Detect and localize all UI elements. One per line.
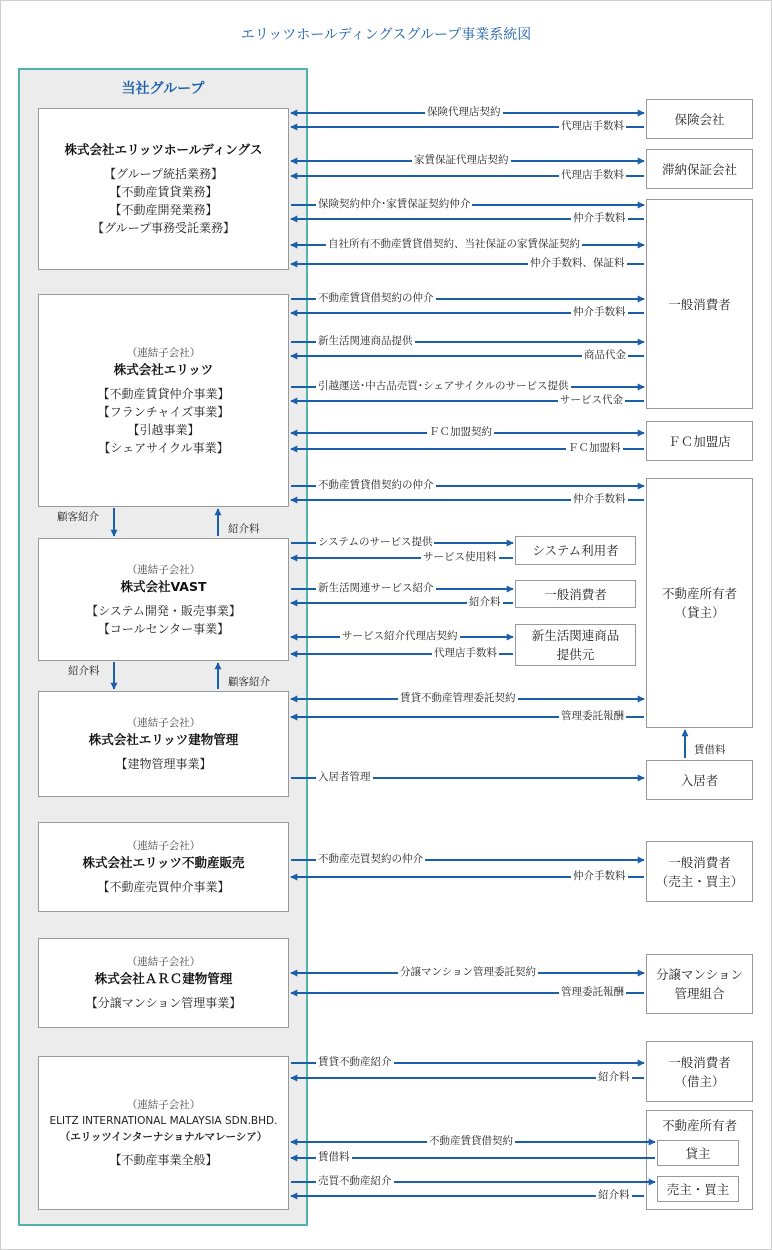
flow-label: 仲介手数料	[573, 212, 626, 224]
party-lessor: 貸主	[657, 1140, 739, 1166]
flow-label: 賃借料	[318, 1151, 350, 1163]
flow-label: 自社所有不動産賃貸借契約、当社保証の家賃保証契約	[328, 238, 580, 250]
flow-label: 紹介料	[598, 1189, 630, 1201]
company-subsidiary-tag: （連結子会社）	[126, 956, 201, 968]
company-subsidiary-tag: （連結子会社）	[126, 346, 201, 359]
company-name: 株式会社ＡＲＣ建物管理	[94, 971, 233, 986]
flow-label: 引越運送･中古品売買･シェアサイクルのサービス提供	[318, 380, 569, 392]
party-seller-buyer: 売主・買主	[657, 1176, 739, 1202]
company-name: 株式会社エリッツ	[113, 361, 214, 377]
business-item: 【不動産売買仲介事業】	[97, 880, 230, 894]
business-item: 【グループ事務受託業務】	[91, 221, 236, 235]
party-provider: 新生活関連商品 提供元	[515, 624, 636, 666]
flow-label: 代理店手数料	[561, 120, 624, 132]
flow-label: サービス紹介代理店契約	[342, 630, 458, 642]
company-name: 株式会社エリッツホールディングス	[64, 142, 263, 157]
company-subsidiary-tag: （連結子会社）	[126, 563, 201, 576]
flow-label: サービス使用料	[423, 551, 497, 563]
flow-label: 家賃保証代理店契約	[414, 154, 509, 166]
flow-label: 仲介手数料、保証料	[530, 257, 625, 269]
flow-label: 仲介手数料	[573, 306, 626, 318]
flow-label: 不動産賃貸借契約	[429, 1135, 513, 1147]
vertical-label: 紹介料	[228, 523, 260, 535]
flow-label: ＦＣ加盟契約	[429, 426, 492, 438]
flow-label: 仲介手数料	[573, 870, 626, 882]
business-item: 【グループ統括業務】	[103, 167, 224, 181]
flow-label: 賃貸不動産紹介	[318, 1056, 392, 1068]
party-owner-line1: 不動産所有者	[661, 586, 737, 601]
vertical-label: 顧客紹介	[228, 676, 270, 688]
company-subsidiary-tag: （連結子会社）	[126, 840, 201, 852]
business-item: 【分譲マンション管理事業】	[85, 996, 242, 1010]
flow-label: 保険契約仲介･家賃保証契約仲介	[318, 198, 471, 210]
business-item: 【引越事業】	[127, 422, 200, 437]
party-system-users: システム利用者	[515, 536, 636, 565]
flow-label: システムのサービス提供	[318, 536, 433, 548]
flow-label: 不動産賃貸借契約の仲介	[318, 292, 434, 304]
vertical-label: 賃借料	[694, 744, 726, 756]
flow-label: 管理委託報酬	[561, 710, 624, 722]
business-item: 【建物管理事業】	[115, 757, 212, 771]
party-insurance: 保険会社	[646, 99, 753, 139]
owner-header: 不動産所有者	[661, 1118, 737, 1133]
flow-label: 紹介料	[598, 1071, 630, 1083]
company-name: 株式会社エリッツ建物管理	[88, 732, 239, 747]
company-name: 株式会社VAST	[120, 578, 207, 594]
company-subsidiary-tag: （連結子会社）	[126, 1099, 201, 1111]
flow-label: 売買不動産紹介	[318, 1175, 392, 1187]
party-fc: ＦＣ加盟店	[646, 421, 753, 461]
flow-label: 仲介手数料	[573, 493, 626, 505]
party-tenant: 入居者	[646, 760, 753, 800]
business-item: 【不動産開発業務】	[109, 203, 218, 217]
company-name-en: ELITZ INTERNATIONAL MALAYSIA SDN.BHD.	[49, 1115, 278, 1127]
flow-label: 保険代理店契約	[427, 106, 501, 118]
party-consumer-rent: 一般消費者 （借主）	[646, 1041, 753, 1102]
business-item: 【不動産事業全般】	[109, 1153, 218, 1167]
business-item: 【不動産賃貸業務】	[109, 185, 218, 199]
page-title: エリッツホールディングスグループ事業系統図	[240, 27, 532, 43]
party-guarantee: 滞納保証会社	[646, 149, 753, 189]
flow-label: 管理委託報酬	[561, 986, 624, 998]
party-consumer-small: 一般消費者	[515, 580, 636, 608]
company-name-ja: （エリッツインターナショナルマレーシア）	[59, 1131, 268, 1143]
flow-label: 入居者管理	[318, 771, 371, 783]
flow-label: 代理店手数料	[561, 169, 624, 181]
business-item: 【シェアサイクル事業】	[98, 440, 229, 455]
flow-label: 代理店手数料	[434, 647, 497, 659]
flow-label: サービス代金	[560, 394, 623, 406]
vertical-label: 顧客紹介	[57, 511, 99, 523]
flow-label: ＦＣ加盟料	[568, 442, 621, 454]
company-subsidiary-tag: （連結子会社）	[126, 717, 201, 729]
party-mansion: 分譲マンション 管理組合	[646, 954, 753, 1014]
vertical-label: 紹介料	[68, 665, 100, 677]
business-item: 【システム開発・販売事業】	[86, 603, 241, 618]
party-consumer-sale: 一般消費者 （売主・買主）	[646, 841, 753, 902]
company-name: 株式会社エリッツ不動産販売	[82, 855, 245, 870]
flow-label: 新生活関連サービス紹介	[318, 582, 434, 594]
business-item: 【コールセンター事業】	[97, 621, 230, 636]
business-item: 【不動産賃貸仲介事業】	[97, 386, 230, 401]
flow-label: 紹介料	[469, 596, 501, 608]
flow-label: 不動産賃貸借契約の仲介	[318, 479, 434, 491]
party-owner-line2: （貸主）	[674, 605, 725, 620]
flow-label: 不動産売買契約の仲介	[318, 853, 423, 865]
flow-label: 商品代金	[584, 349, 626, 361]
flow-label: 分譲マンション管理委託契約	[400, 966, 537, 978]
flow-label: 新生活関連商品提供	[318, 335, 413, 347]
business-item: 【フランチャイズ事業】	[97, 404, 230, 419]
flow-label: 賃貸不動産管理委託契約	[400, 692, 516, 704]
party-consumer-main: 一般消費者	[646, 199, 753, 409]
group-title: 当社グループ	[121, 81, 205, 97]
